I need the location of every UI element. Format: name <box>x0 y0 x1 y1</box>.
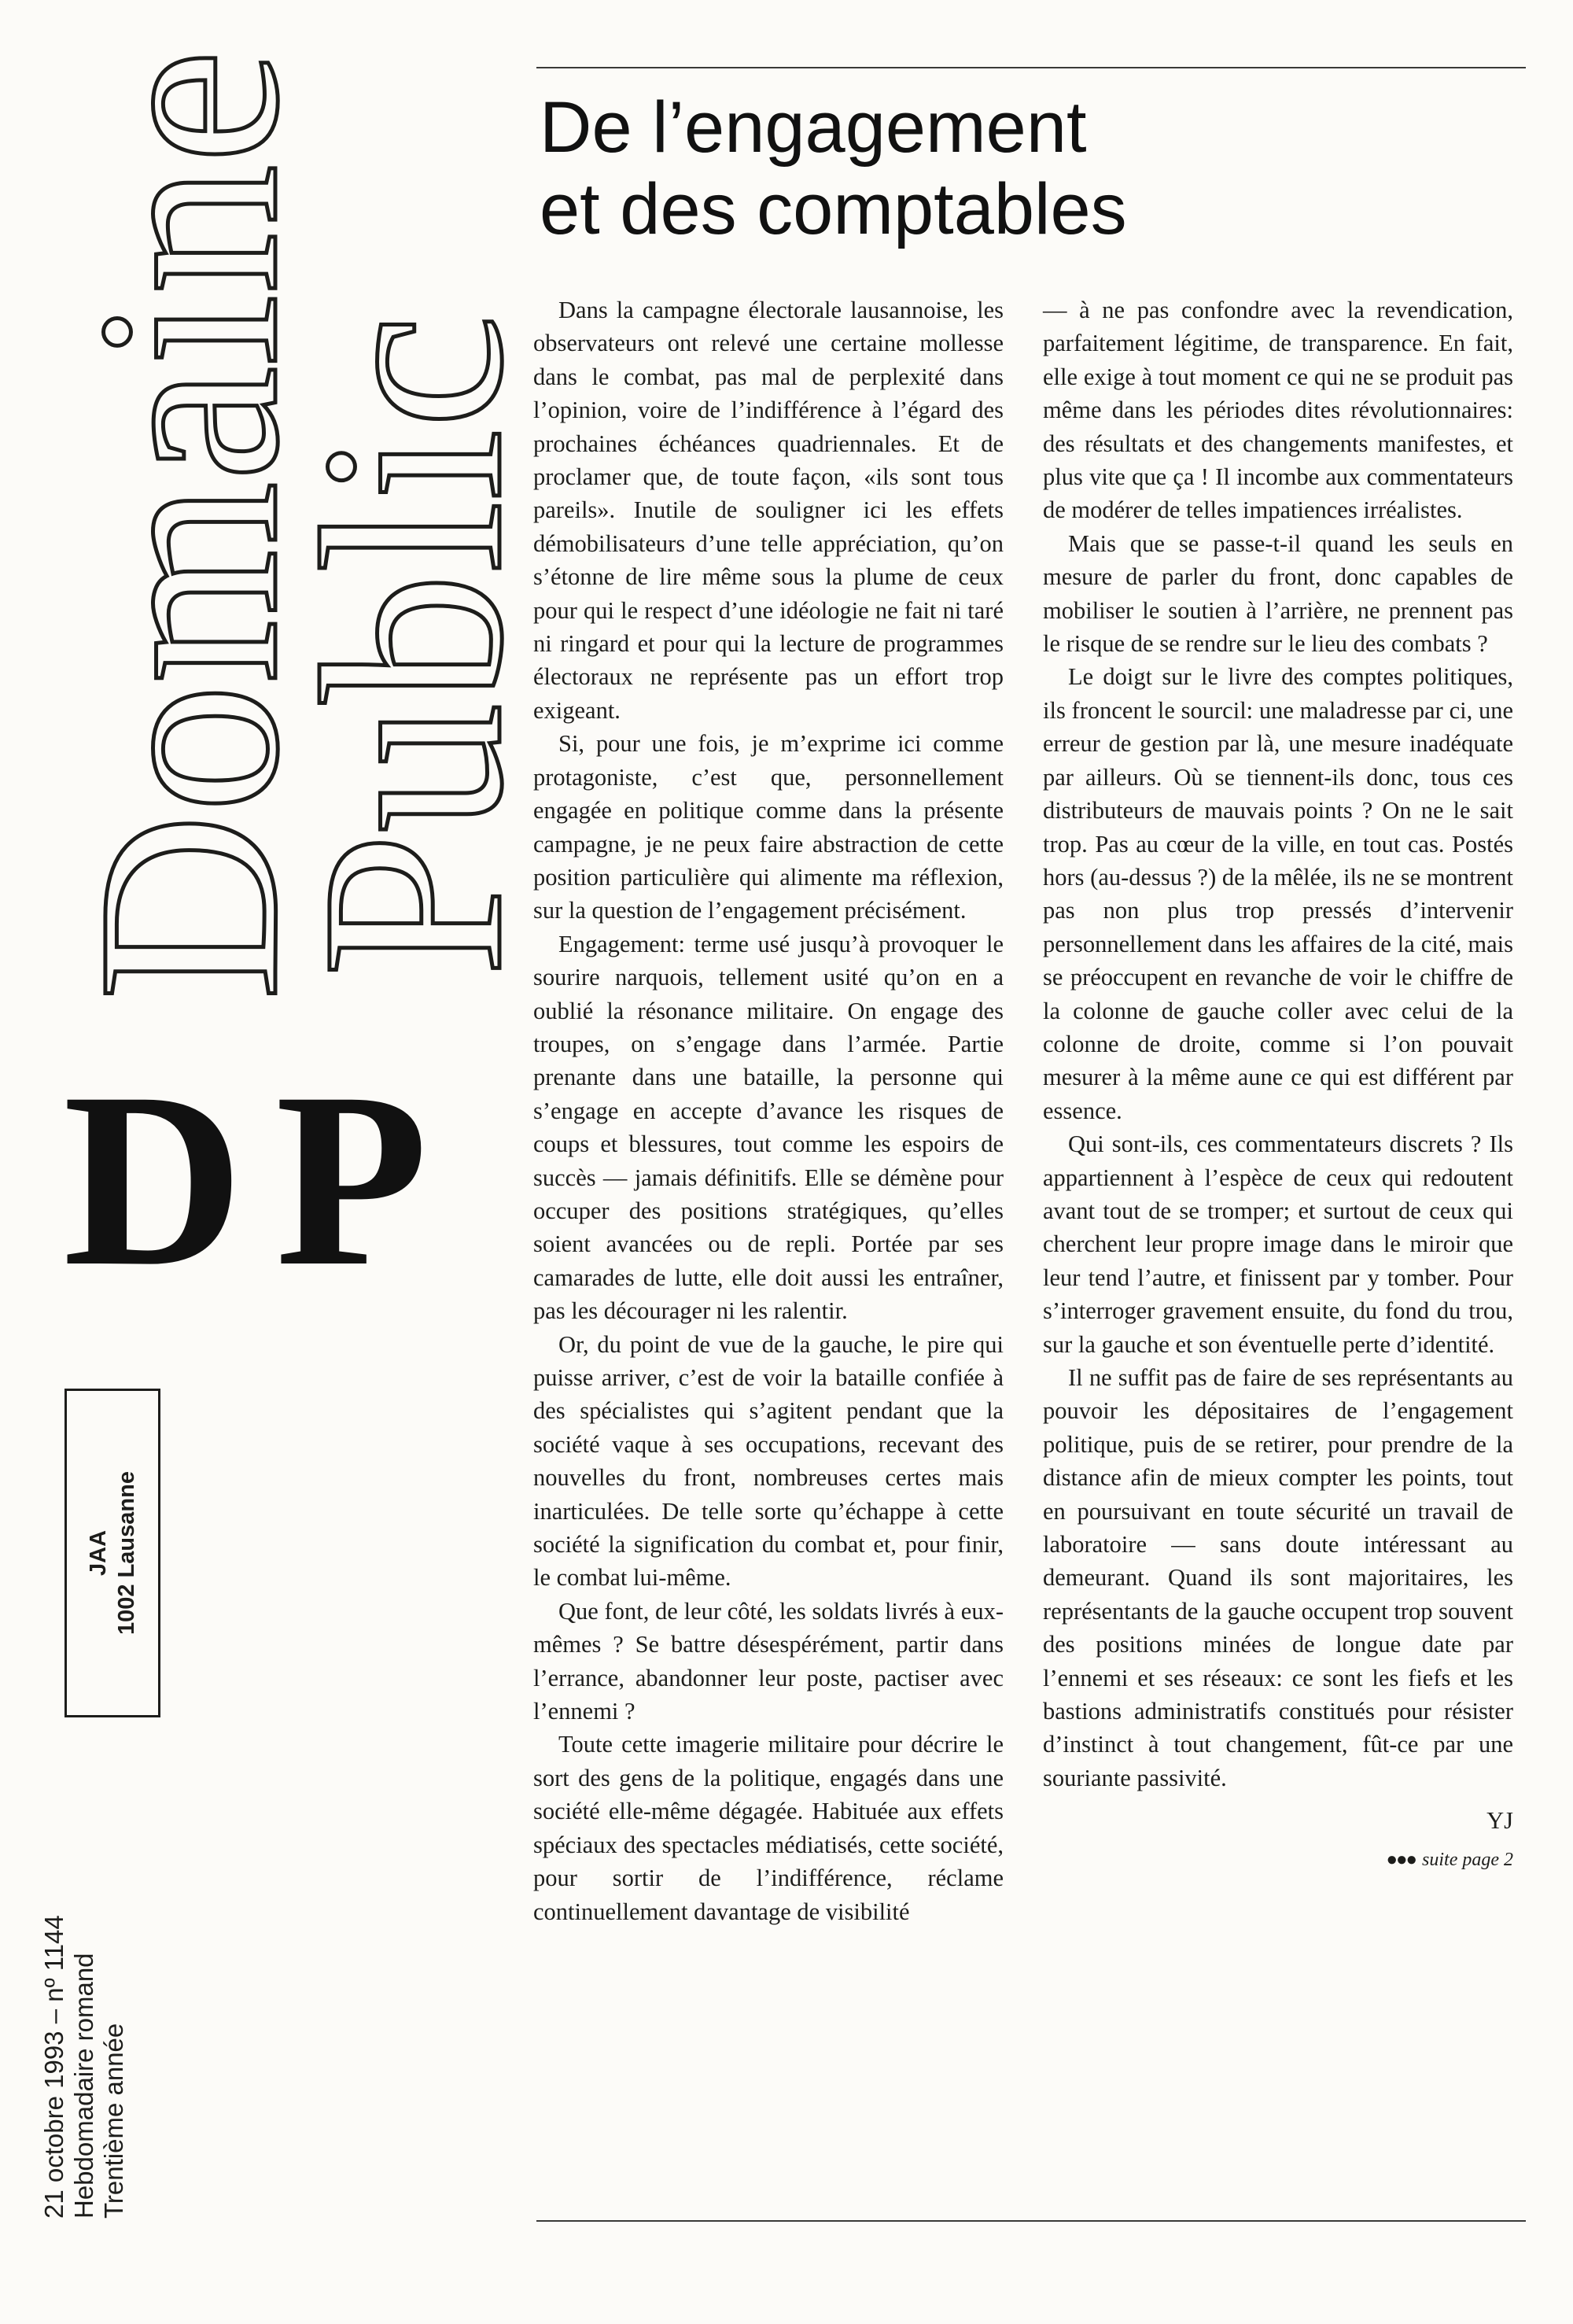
continued-text: suite page 2 <box>1422 1849 1513 1870</box>
masthead-domaine: Domaine <box>45 49 332 1001</box>
paragraph: Or, du point de vue de la gauche, le pire qui puisse arriver, c’est de voir la bataille confiée à des spécialistes qui s’agitent pendant que la société vaque à ses occupations, recevant des nouvelles du front, nombreuses certes mais inarticulées. De telle sorte qu’échappe à cette société la signification du combat et, pour finir, le combat lui-même. <box>533 1330 1004 1592</box>
paragraph: Qui sont-ils, ces commentateurs discrets ? Ils appartiennent à l’espèce de ceux qui redoutent avant tout de se tromper; et surtout de ceux qui cherchent leur propre image dans le miroir que leur tend l’autre, et finissent par y tomber. Pour s’interroger gravement ensuite, du fond du trou, sur la gauche et son éventuelle perte d’identité. <box>1043 1131 1513 1358</box>
article-title-line-2: et des comptables <box>540 169 1127 249</box>
bottom-rule <box>536 2220 1526 2222</box>
top-rule <box>536 67 1526 68</box>
paragraph: Toute cette imagerie militaire pour décrire le sort des gens de la politique, engagés dans une société elle-même dégagée. Habituée aux effets spéciaux des spectacles médiatisés, cette société, pour sortir de l’indifférence, réclame continuellement davantage de visibilité <box>533 1731 1004 1925</box>
issue-date-number: 21 octobre 1993 – nº 1144 <box>39 1915 68 2219</box>
masthead-public: Public <box>269 313 556 977</box>
issue-frequency: Hebdomadaire romand <box>69 1953 98 2219</box>
paragraph: Que font, de leur côté, les soldats livrés à eux-mêmes ? Se battre désespérément, partir dans l’errance, abandonner leur poste, pactiser avec l’ennemi ? <box>533 1597 1004 1725</box>
article-column-left <box>533 293 1004 1928</box>
article-title <box>540 87 1515 250</box>
paragraph: Il ne suffit pas de faire de ses représentants au pouvoir les dépositaires de l’engagement politique, puis de se retirer, pour prendre de la distance afin de mieux compter les points, tout en poursuivant en toute sécurité un travail de laboratoire — sans doute intéressant au demeurant. Quand ils sont majoritaires, les représentants de la gauche occupent trop souvent des positions minées de longue date par l’ennemi et ses réseaux: ce sont les fiefs et les bastions administratifs constitués pour résister d’instinct à tout changement, fût-ce par une souriante passivité. <box>1043 1364 1513 1791</box>
article-title-line-1: De l’engagement <box>540 87 1087 168</box>
author-signature: YJ <box>1486 1807 1513 1835</box>
masthead-letter-d: D <box>63 1041 244 1318</box>
paragraph: — à ne pas confondre avec la revendication, parfaitement légitime, de transparence. En fait, elle exige à tout moment ce qui ne se produit pas même dans les périodes dites révolutionnaires: des résultats et des changements manifestes, et plus vite que ça ! Il incombe aux commentateurs de modérer de telles impatiences irréalistes. <box>1043 297 1513 524</box>
continued-note <box>1043 1844 1513 1876</box>
issue-year: Trentième année <box>99 2023 128 2219</box>
masthead-letter-p: P <box>275 1041 429 1318</box>
issue-info <box>39 1915 129 2219</box>
paragraph: Le doigt sur le livre des comptes politiques, ils froncent le sourcil: une maladresse par ci, une erreur de gestion par là, une mesure inadéquate par ailleurs. Où se tiennent-ils donc, tous ces distributeurs de mauvais points ? On ne le sait trop. Pas au cœur de la ville, en tout cas. Postés hors (au-dessus ?) de la mêlée, ils ne se montrent pas non plus trop pressés d’intervenir personnellement dans les affaires de la cité, mais se préoccupent en revanche de voir le chiffre de la colonne de gauche coller avec celui de la colonne de droite, comme si l’on pouvait mesurer à la même aune ce qui est différent par essence. <box>1043 663 1513 1124</box>
postal-box <box>64 1389 160 1717</box>
postal-code-jaa: JAA <box>86 1529 111 1577</box>
paragraph: Engagement: terme usé jusqu’à provoquer le sourire narquois, tellement usité qu’on en a oublié la résonance militaire. On engage des troupes, on s’engage dans l’armée. Partie prenante dans une bataille, la personne qui s’engage en accepte d’avance les risques de coups et blessures, tout comme les espoirs de succès — jamais définitifs. Elle se démène pour occuper des positions stratégiques, qu’elles soient avancées ou de repli. Portée par ses camarades de lutte, elle doit aussi les entraîner, pas les décourager ni les ralentir. <box>533 930 1004 1325</box>
article-column-right <box>1043 293 1513 1876</box>
bullet-dots-icon: ●●● <box>1386 1849 1416 1870</box>
paragraph: Si, pour une fois, je m’exprime ici comme protagoniste, c’est que, personnellement engagée en politique comme dans la présente campagne, je ne peux faire abstraction de cette position particulière qui alimente ma réflexion, sur la question de l’engagement précisément. <box>533 730 1004 924</box>
postal-city: 1002 Lausanne <box>114 1471 139 1635</box>
postal-box-text <box>84 1471 141 1635</box>
paragraph: Mais que se passe-t-il quand les seuls en mesure de parler du front, donc capables de mobiliser le soutien à l’arrière, ne prennent pas le risque de se rendre sur le lieu des combats ? <box>1043 529 1513 658</box>
paragraph: Dans la campagne électorale lausannoise, les observateurs ont relevé une certaine mollesse dans le combat, pas mal de perplexité dans l’opinion, voire de l’indifférence à l’égard des prochaines échéances quadriennales. Et de proclamer que, de toute façon, «ils sont tous pareils». Inutile de souligner ici les effets démobilisateurs d’une telle appréciation, qu’on s’étonne de lire même sous la plume de ceux pour qui le respect d’une idéologie ne fait ni taré ni ringard et pour qui la lecture de programmes électoraux ne représente pas un effort trop exigeant. <box>533 297 1004 724</box>
